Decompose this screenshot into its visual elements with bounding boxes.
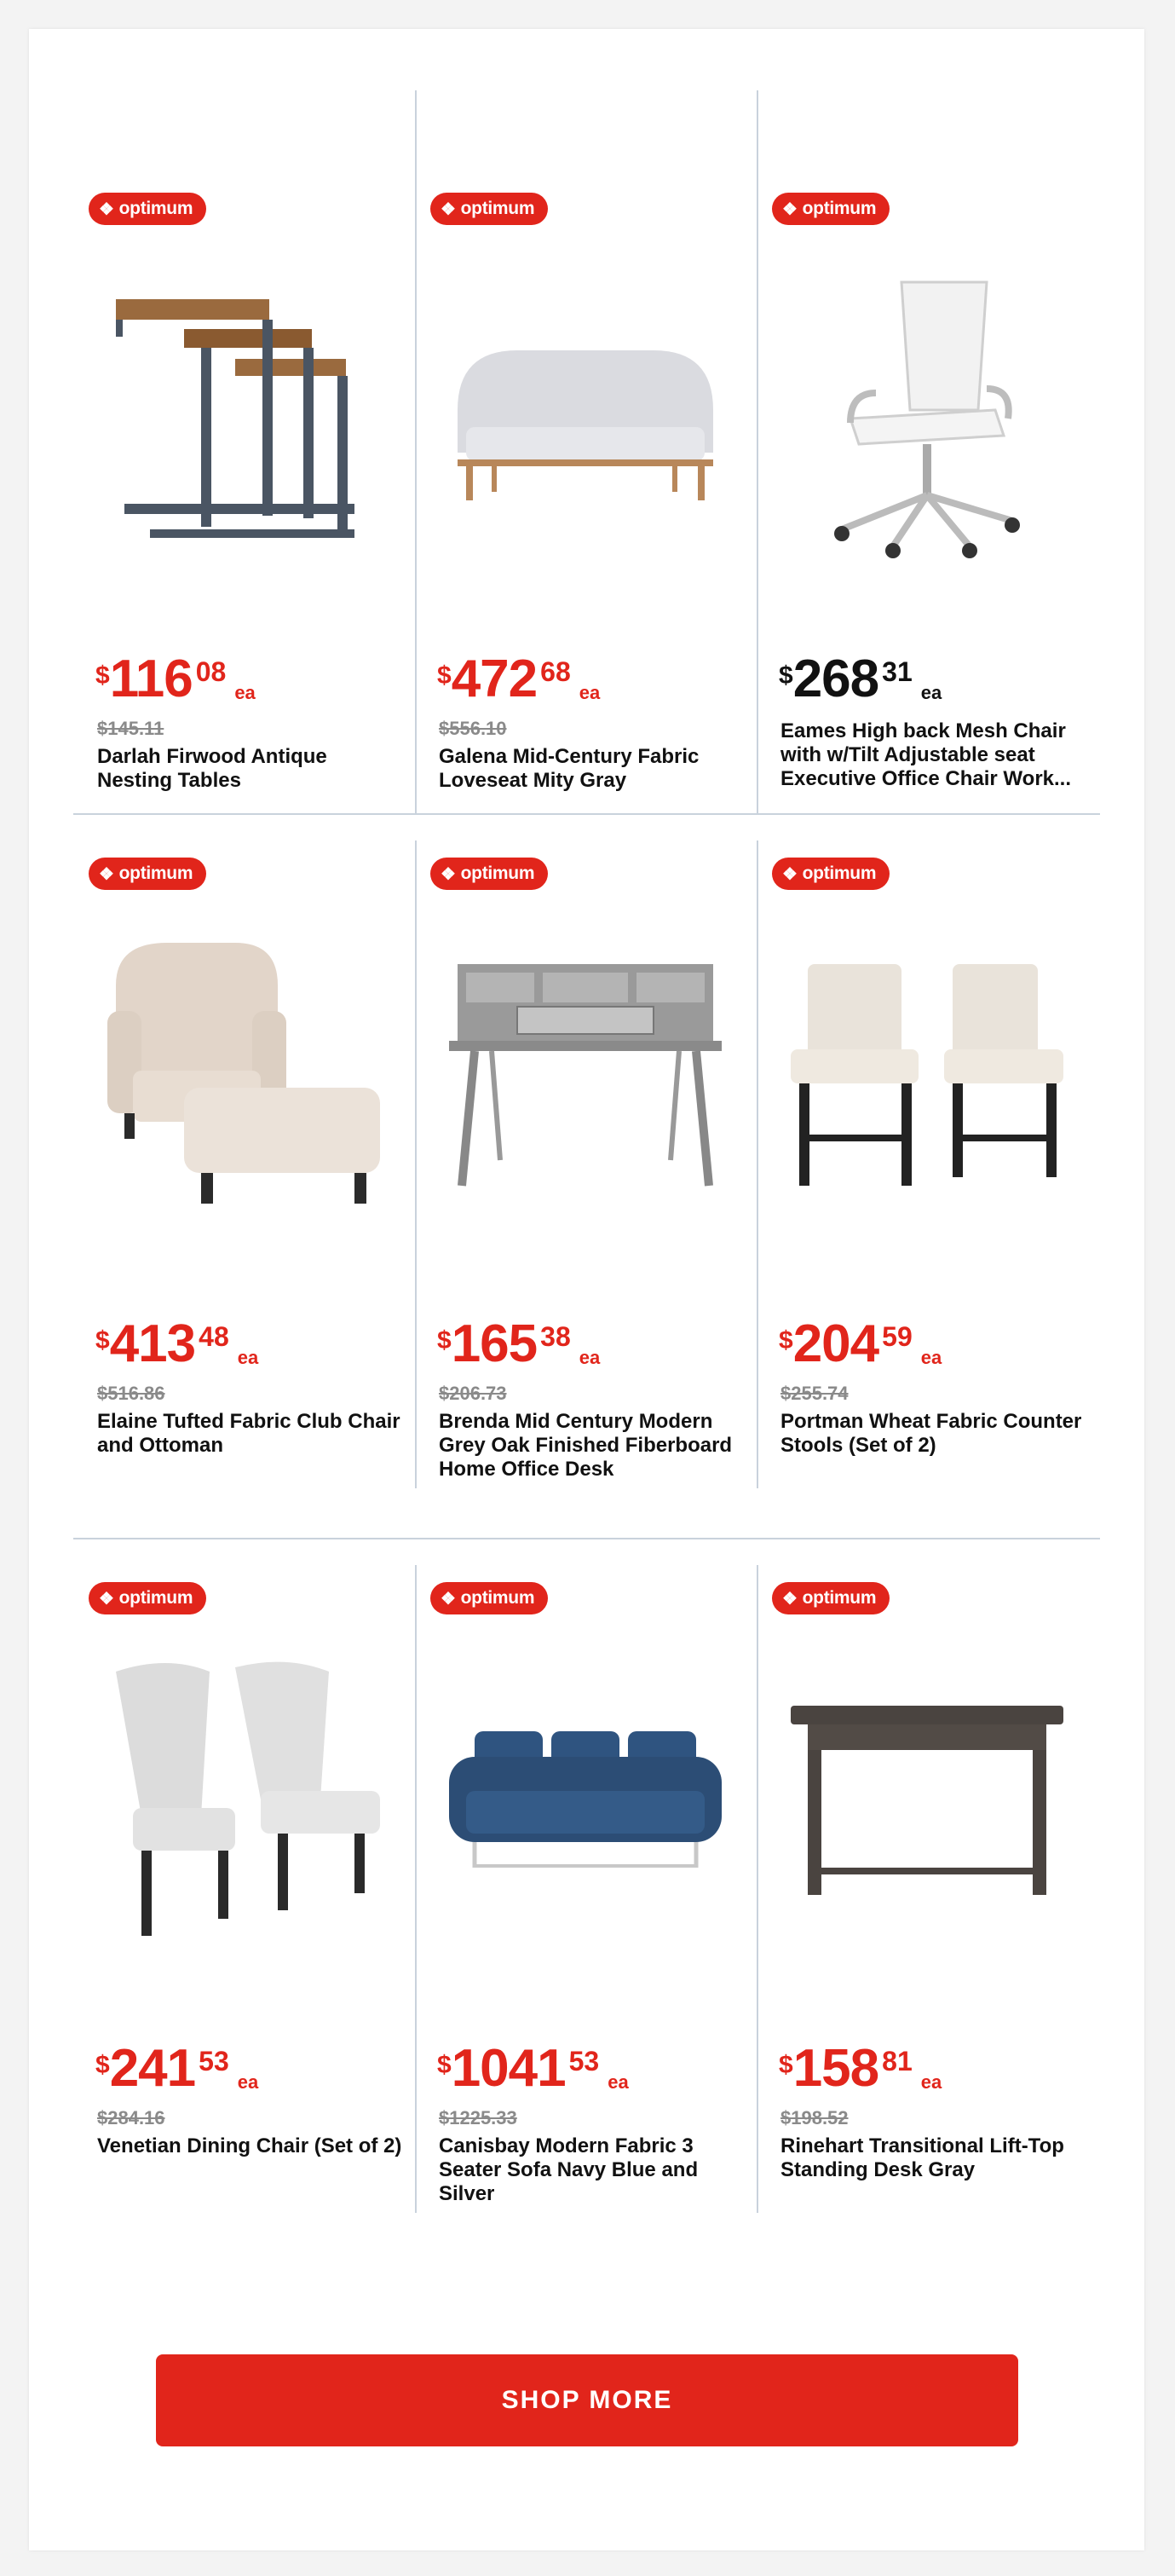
office-chair-icon <box>816 274 1038 563</box>
product-row <box>73 815 1100 1539</box>
dining-chairs-icon <box>99 1655 389 1944</box>
original-price: $255.74 <box>780 1383 849 1404</box>
product-image[interactable] <box>774 261 1080 576</box>
optimum-badge: ❖ optimum <box>430 858 548 890</box>
product-name[interactable]: Canisbay Modern Fabric 3 Seater Sofa Navy Blue and Silver <box>439 2134 699 2205</box>
price: $ 165 38 ea <box>437 1314 601 1373</box>
product-tile[interactable] <box>757 815 1098 1538</box>
product-image[interactable] <box>432 1642 739 1957</box>
optimum-badge: ❖ optimum <box>772 193 890 225</box>
product-tile[interactable] <box>415 815 757 1538</box>
counter-stools-icon <box>782 956 1072 1194</box>
product-image[interactable] <box>432 261 739 576</box>
product-tile[interactable] <box>415 90 757 813</box>
product-name[interactable]: Venetian Dining Chair (Set of 2) <box>97 2134 402 2157</box>
product-name[interactable]: Eames High back Mesh Chair with w/Tilt Adjustable seat Executive Office Chair Work... <box>780 719 1072 790</box>
original-price: $145.11 <box>97 718 164 739</box>
club-chair-ottoman-icon <box>99 934 389 1216</box>
price: $ 116 08 ea <box>95 650 256 708</box>
product-name[interactable]: Portman Wheat Fabric Counter Stools (Set of 2) <box>780 1410 1082 1457</box>
flyer-card <box>29 29 1144 2550</box>
optimum-badge: ❖ optimum <box>89 858 206 890</box>
optimum-logo-icon: ❖ <box>99 199 114 219</box>
optimum-badge: ❖ optimum <box>430 1582 548 1614</box>
price: $ 204 59 ea <box>779 1314 942 1373</box>
standing-desk-icon <box>782 1697 1072 1902</box>
product-image[interactable] <box>90 1642 397 1957</box>
optimum-logo-icon: ❖ <box>99 864 114 884</box>
desk-icon <box>441 956 730 1194</box>
original-price: $206.73 <box>439 1383 507 1404</box>
original-price: $1225.33 <box>439 2107 517 2128</box>
price: $ 1041 53 ea <box>437 2039 629 2098</box>
price: $ 268 31 ea <box>779 650 942 708</box>
product-name[interactable]: Rinehart Transitional Lift-Top Standing Desk Gray <box>780 2134 1064 2181</box>
price: $ 472 68 ea <box>437 650 601 708</box>
product-name[interactable]: Darlah Firwood Antique Nesting Tables <box>97 745 327 792</box>
product-row <box>73 90 1100 815</box>
product-name[interactable]: Brenda Mid Century Modern Grey Oak Finished Fiberboard Home Office Desk <box>439 1410 733 1481</box>
shop-more-button[interactable]: SHOP MORE <box>156 2354 1018 2446</box>
original-price: $198.52 <box>780 2107 849 2128</box>
product-image[interactable] <box>90 261 397 576</box>
optimum-logo-icon: ❖ <box>441 1589 456 1609</box>
optimum-logo-icon: ❖ <box>782 199 798 219</box>
product-name[interactable]: Galena Mid-Century Fabric Loveseat Mity Gray <box>439 745 700 792</box>
product-image[interactable] <box>774 917 1080 1233</box>
optimum-badge: ❖ optimum <box>430 193 548 225</box>
product-name[interactable]: Elaine Tufted Fabric Club Chair and Ottoman <box>97 1410 400 1457</box>
sofa-icon <box>441 1723 730 1876</box>
nesting-tables-icon <box>99 282 389 555</box>
optimum-logo-icon: ❖ <box>782 864 798 884</box>
product-image[interactable] <box>90 917 397 1233</box>
optimum-badge: ❖ optimum <box>89 193 206 225</box>
optimum-badge: ❖ optimum <box>89 1582 206 1614</box>
optimum-logo-icon: ❖ <box>99 1589 114 1609</box>
optimum-badge: ❖ optimum <box>772 858 890 890</box>
product-grid <box>73 90 1100 2221</box>
price: $ 241 53 ea <box>95 2039 259 2098</box>
loveseat-icon <box>441 333 730 504</box>
product-row <box>73 1539 1100 2221</box>
price: $ 413 48 ea <box>95 1314 259 1373</box>
original-price: $556.10 <box>439 718 507 739</box>
optimum-logo-icon: ❖ <box>782 1589 798 1609</box>
original-price: $284.16 <box>97 2107 165 2128</box>
product-tile[interactable] <box>73 1539 415 2221</box>
price: $ 158 81 ea <box>779 2039 942 2098</box>
optimum-badge: ❖ optimum <box>772 1582 890 1614</box>
product-tile[interactable] <box>73 815 415 1538</box>
product-tile[interactable] <box>415 1539 757 2221</box>
product-image[interactable] <box>432 917 739 1233</box>
product-tile[interactable] <box>73 90 415 813</box>
product-tile[interactable] <box>757 90 1098 813</box>
product-tile[interactable] <box>757 1539 1098 2221</box>
optimum-logo-icon: ❖ <box>441 199 456 219</box>
original-price: $516.86 <box>97 1383 165 1404</box>
product-image[interactable] <box>774 1642 1080 1957</box>
optimum-logo-icon: ❖ <box>441 864 456 884</box>
